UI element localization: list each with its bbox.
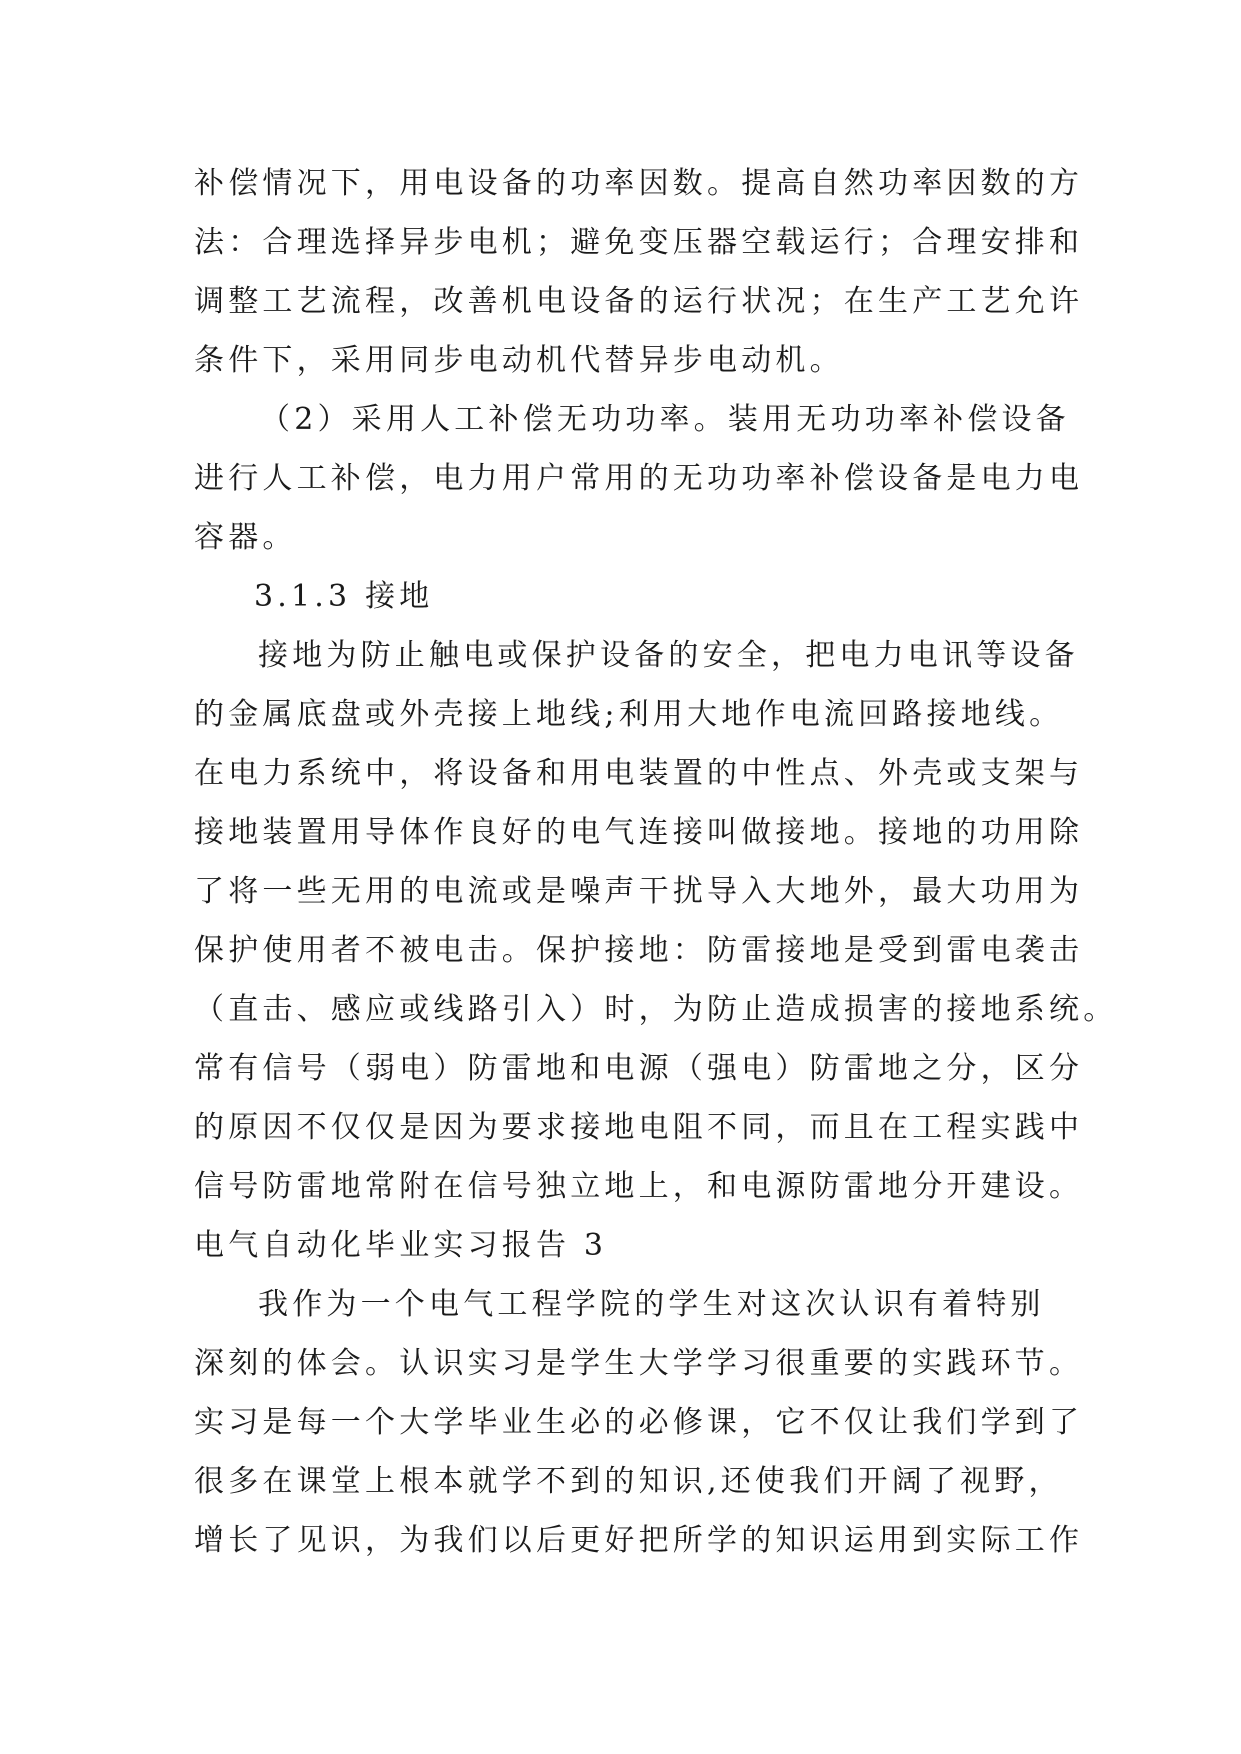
text-line: 调整工艺流程，改善机电设备的运行状况；在生产工艺允许 [194, 284, 1084, 319]
text-line: 法：合理选择异步电机；避免变压器空载运行；合理安排和 [194, 225, 1084, 260]
text-line: （直击、感应或线路引入）时，为防止造成损害的接地系统。 [194, 992, 1118, 1027]
text-line: 信号防雷地常附在信号独立地上，和电源防雷地分开建设。 [194, 1169, 1084, 1204]
text-line: 条件下，采用同步电动机代替异步电动机。 [194, 343, 844, 378]
text-line: 实习是每一个大学毕业生必的必修课，它不仅让我们学到了 [194, 1405, 1084, 1440]
text-line: 了将一些无用的电流或是噪声干扰导入大地外，最大功用为 [194, 874, 1084, 909]
text-line: 的原因不仅仅是因为要求接地电阻不同，而且在工程实践中 [194, 1110, 1084, 1145]
text-line: 很多在课堂上根本就学不到的知识,还使我们开阔了视野， [194, 1464, 1063, 1499]
text-line: 的金属底盘或外壳接上地线;利用大地作电流回路接地线。 [194, 697, 1064, 732]
text-line: 容器。 [194, 520, 297, 555]
section-heading: 3.1.3 接地 [254, 579, 434, 614]
text-line: 接地装置用导体作良好的电气连接叫做接地。接地的功用除 [194, 815, 1084, 850]
text-line: 进行人工补偿，电力用户常用的无功功率补偿设备是电力电 [194, 461, 1084, 496]
text-line: 接地为防止触电或保护设备的安全，把电力电讯等设备 [258, 638, 1079, 673]
text-line: （2）采用人工补偿无功功率。装用无功功率补偿设备 [260, 402, 1070, 437]
text-line: 增长了见识，为我们以后更好把所学的知识运用到实际工作 [194, 1523, 1084, 1558]
text-line: 补偿情况下，用电设备的功率因数。提高自然功率因数的方 [194, 166, 1084, 201]
report-title: 电气自动化毕业实习报告 3 [194, 1228, 608, 1263]
text-line: 深刻的体会。认识实习是学生大学学习很重要的实践环节。 [194, 1346, 1084, 1381]
text-line: 我作为一个电气工程学院的学生对这次认识有着特别 [258, 1287, 1045, 1322]
body-text [194, 154, 1118, 1570]
text-line: 在电力系统中，将设备和用电装置的中性点、外壳或支架与 [194, 756, 1084, 791]
text-line: 保护使用者不被电击。保护接地：防雷接地是受到雷电袭击 [194, 933, 1084, 968]
text-line: 常有信号（弱电）防雷地和电源（强电）防雷地之分，区分 [194, 1051, 1084, 1086]
